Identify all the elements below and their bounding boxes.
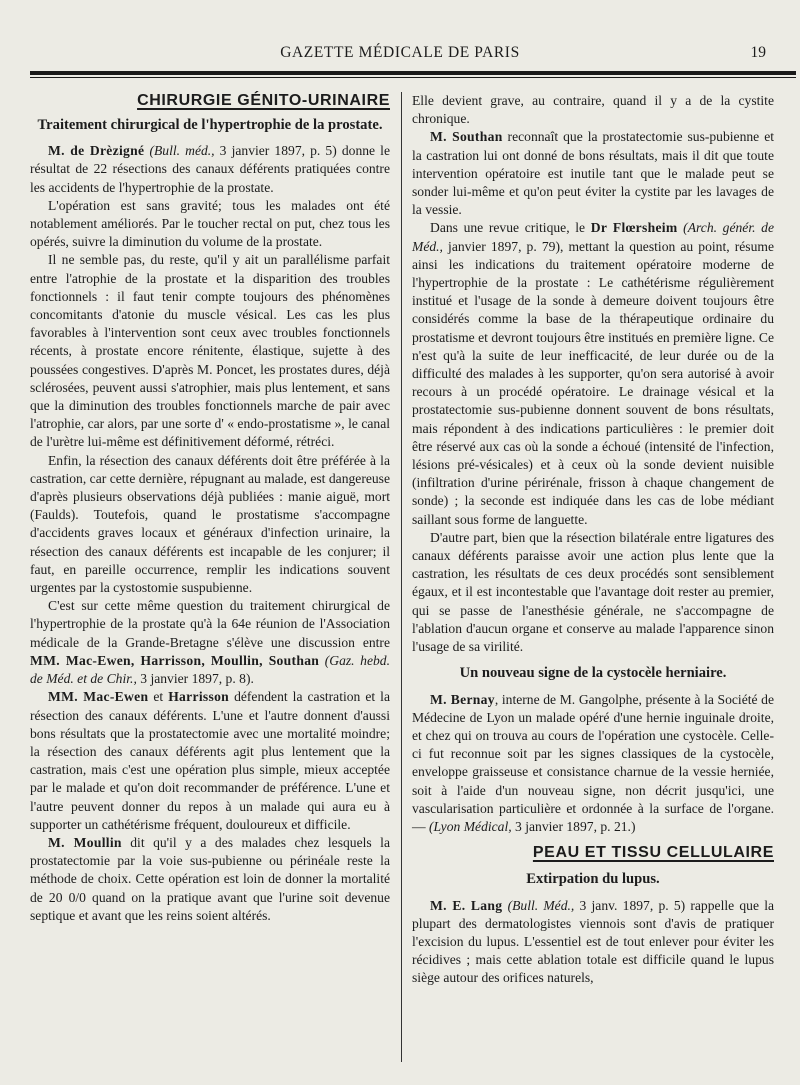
article-heading: Traitement chirurgical de l'hypertrophie de la prostate. xyxy=(37,117,383,134)
paragraph xyxy=(412,219,774,528)
paragraph-text: dit qu'il y a des malades chez lesquels la prostatectomie par la voie sus-pubienne ou périnéale reste la méthode de choix. Cette opération est loin de donner la mortalité de 20 0/0 quand on la pratique avant que l'urine soit devenue septique et avant que les reins soient altérés. xyxy=(30,834,390,923)
paragraph: Il ne semble pas, du reste, qu'il y ait un parallélisme parfait entre l'atrophie de la prostate et la disparition des troubles fonctionnels : il faut tenir compte toujours des phénomènes concomitants d'atonie du muscle vésical. Les cas les plus favorables à l'intervention sont ceux avec troubles fonctionnels récents, à prostate encore rénitente, élastique, sujette à des poussées congestives. D'après M. Poncet, les prostates dures, déjà sclérosées, peuvent aussi s'atrophier, mais plus lentement, et sans que la diminution des troubles fonctionnels marche de pair avec l'atrophie, car alors, par une sorte d' « endo-prostatisme », le canal de l'urètre lui-même est définitivement déformé, rétréci. xyxy=(30,252,390,450)
left-column xyxy=(30,92,390,925)
paragraph xyxy=(412,897,774,988)
paragraph xyxy=(412,691,774,837)
author-name: M. Southan xyxy=(430,129,503,145)
citation: (Lyon Médical, xyxy=(429,818,512,834)
page-number: 19 xyxy=(750,44,766,61)
author-name: Dr Flœrsheim xyxy=(590,220,678,236)
author-name: Harrisson xyxy=(168,689,230,705)
paragraph: Elle devient grave, au contraire, quand il y a de la cystite chronique. xyxy=(412,93,774,127)
citation: (Bull. méd., xyxy=(149,143,215,159)
section-title: PEAU ET TISSU CELLULAIRE xyxy=(532,844,774,862)
column-divider xyxy=(401,92,402,1062)
paragraph xyxy=(412,128,774,219)
paragraph xyxy=(30,142,390,197)
citation: (Gaz. hebd. de Méd. et de Chir., xyxy=(30,652,390,687)
article-heading: Un nouveau signe de la cystocèle herniaire. xyxy=(459,665,727,682)
paragraph: L'opération est sans gravité; tous les malades ont été notablement améliorés. Par le toucher rectal on put, chez tous les opérés, suivre la diminution du volume de la prostate. xyxy=(30,197,390,250)
right-column xyxy=(412,92,774,988)
paragraph-text: 3 janvier 1897, p. 5) donne le résultat de 22 résections des canaux déférents pratiquées contre les accidents de l'hypertrophie de la prostate. xyxy=(30,143,390,195)
paragraph-text: et xyxy=(148,689,169,705)
journal-title: GAZETTE MÉDICALE DE PARIS xyxy=(280,44,520,61)
author-names: MM. Mac-Ewen, Harrisson, Moullin, Southan xyxy=(30,652,320,668)
section-title: CHIRURGIE GÉNITO-URINAIRE xyxy=(137,92,390,109)
paragraph-text: 3 janvier 1897, p. 21.) xyxy=(511,818,636,834)
paragraph: D'autre part, bien que la résection bilatérale entre ligatures des canaux déférents paraisse avoir une action plus lente que la castration, les résultats de ces deux procédés sont sensiblement égaux, et il est incontestable que l'avantage doit rester au premier, qui se passe de l'anesthésie générale, ne s'accompagne de l'ablation d'aucun organe et conserve au malade l'apparence sinon l'usage de sa virilité. xyxy=(412,529,774,655)
paragraph-text: C'est sur cette même question du traitement chirurgical de l'hypertrophie de la prostate qu'à la 64e réunion de l'Association médicale de la Grande-Bretagne s'élève une discussion entre xyxy=(30,598,390,650)
header-rule-thin xyxy=(30,77,796,78)
paragraph xyxy=(30,834,390,925)
paragraph-text: reconnaît que la prostatectomie sus-pubienne et la castration lui ont donné de bons résultats, mais il dit que toute intervention opératoire est inutile tant que le malade peut se sonder lui-même et qu'on peut éviter la cystite par les lavages de la vessie. xyxy=(412,129,774,218)
author-name: MM. Mac-Ewen xyxy=(48,689,149,705)
paragraph-text: défendent la castration et la résection des canaux déférents. L'une et l'autre donnent d'aussi bons résultats que la prostatectomie avec une mortalité moindre; la résection des canaux déférents agit plus lentement que la castration, mais c'est une opération plus simple, mieux acceptée par le malade et qu'on doit recommander de préférence. L'une et l'autre peuvent donner du repos à un malade qui aura eu à supporter un cathétérisme fréquent, douloureux et difficile. xyxy=(30,689,390,832)
paragraph: Enfin, la résection des canaux déférents doit être préférée à la castration, car cette dernière, répugnant au malade, est dangereuse d'après plusieurs observations déjà publiées : manie aiguë, mort (Faulds). Toutefois, quand le prostatisme s'accompagne d'accidents graves locaux et généraux d'infection urinaire, la résection des canaux déférents est incapable de les conjurer; il faut, en pareille occurrence, remplir les indications souvent urgentes par la cystostomie suspubienne. xyxy=(30,452,390,596)
paragraph-text: Dans une revue critique, le xyxy=(430,220,591,236)
author-name: M. Bernay xyxy=(430,691,495,707)
article-heading: Extirpation du lupus. xyxy=(526,871,660,888)
citation: (Bull. Méd., xyxy=(507,897,575,913)
paragraph-text: janvier 1897, p. 79), mettant la question au point, résume ainsi les indications du traitement opératoire moderne de l'hypertrophie de la prostate : Le cathétérisme régulièrement institué et l'usage de la sonde à demeure doivent toujours être considérés comme la base de la thérapeutique ordinaire du prostatisme et devront toujours être institués en première ligne. Ce n'est qu'à la suite de leur inefficacité, de leur durée ou de la difficulté des malades à les supporter, qu'on sera autorisé à avoir recours à un procédé opératoire. Le drainage vésical et la prostatectomie sus-pubienne donnent souvent de bons résultats, mais répondent à des indications particulières : le premier doit être réservé aux cas où la sonde a échoué (intensité de l'infection, lésions pré-vésicales) et à ceux où la sonde devient nuisible (infiltration d'urine périrénale, frisson à chaque changement de sonde) ; la seconde est indiquée dans les cas de lobe médiant saillant sous forme de languette. xyxy=(412,238,774,527)
author-name: M. E. Lang xyxy=(430,897,503,913)
running-header xyxy=(0,44,800,68)
paragraph xyxy=(30,688,390,834)
paragraph-text: 3 janvier 1897, p. 8). xyxy=(136,671,254,687)
paragraph-text: 3 janv. 1897, p. 5) rappelle que la plupart des dermatologistes viennois sont d'avis de pratiquer l'excision du lupus. L'essentiel est de tout enlever pour éviter les récidives ; mais cette ablation totale est difficile quand le lupus siège autour des orifices naturels, xyxy=(412,897,775,986)
paragraph-text: , interne de M. Gangolphe, présente à la Société de Médecine de Lyon un malade opéré d'une hernie inguinale droite, et chez qui on trouva au cours de l'opération une cystocèle. Celle-ci fut reconnue soit par les signes classiques de la cystocèle, enveloppe graisseuse et consistance charnue de la vessie herniée, soit à l'aide d'un nouveau signe, non décrit jusqu'ici, une vascularisation particulière et ordonnée à la surface de l'organe. — xyxy=(412,691,774,834)
author-name: M. Moullin xyxy=(48,834,122,850)
citation: (Arch. génér. de Méd., xyxy=(412,220,774,254)
spacer xyxy=(412,836,774,844)
author-name: M. de Drèzigné xyxy=(48,143,145,159)
header-rule-thick xyxy=(30,71,796,75)
paragraph xyxy=(30,597,390,688)
